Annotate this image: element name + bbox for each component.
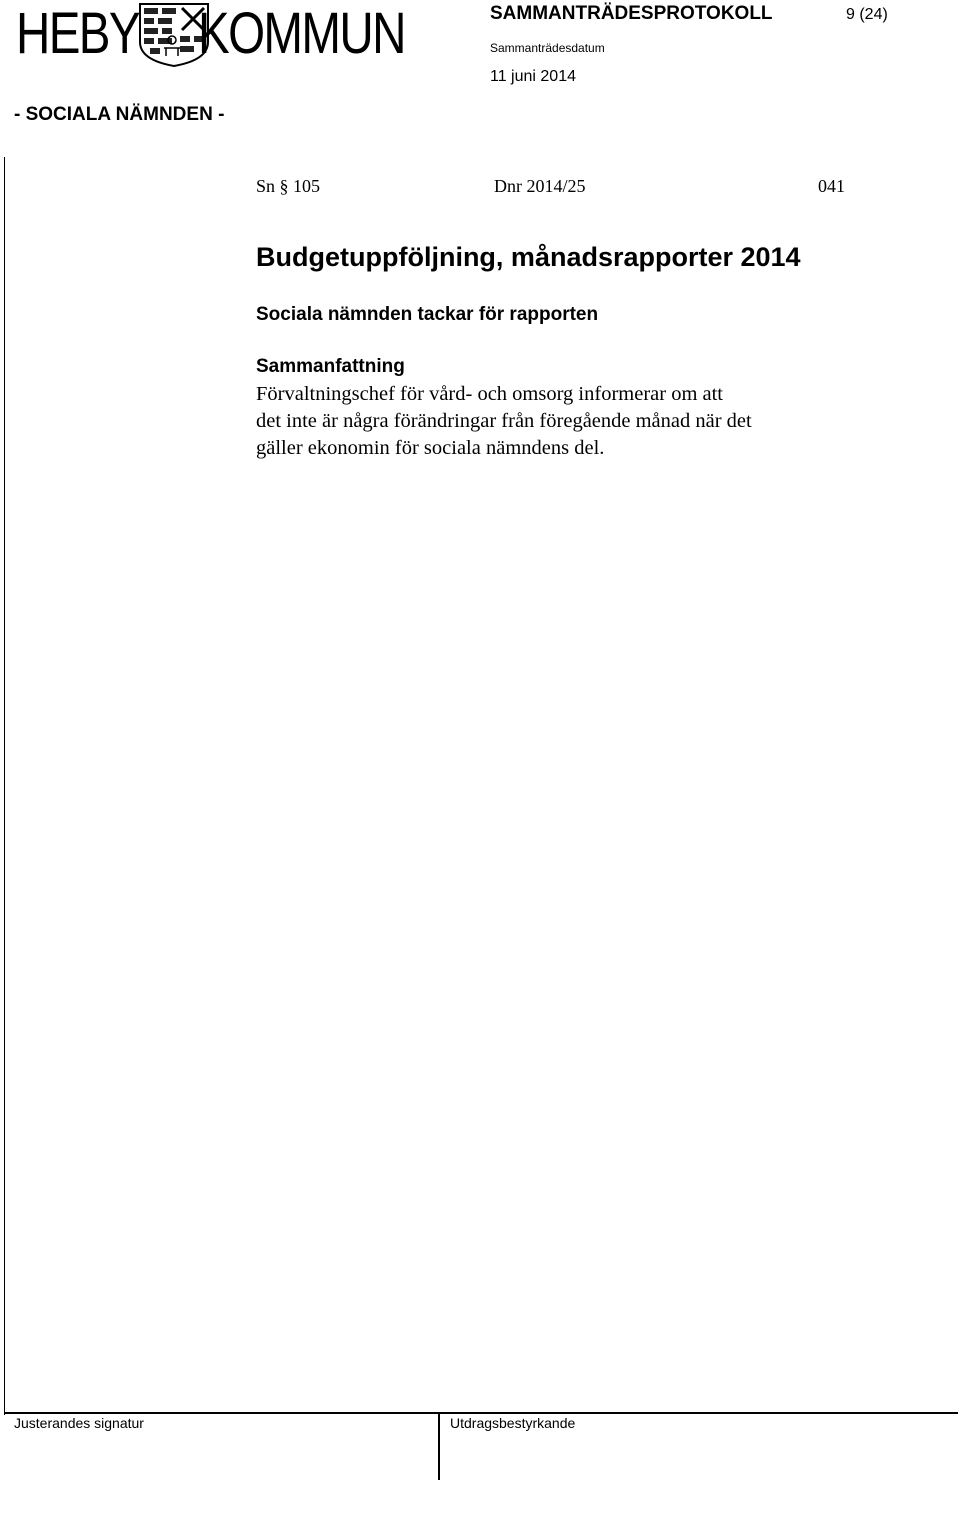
summary-line: gäller ekonomin för sociala nämndens del. (256, 437, 605, 459)
logo-heby-text: HEBY (16, 1, 139, 66)
department-title: - SOCIALA NÄMNDEN - (14, 104, 225, 125)
protocol-title: SAMMANTRÄDESPROTOKOLL (490, 3, 773, 24)
summary-line: det inte är några förändringar från föregående månad när det (256, 410, 752, 432)
decision-text: Sociala nämnden tackar för rapporten (256, 304, 599, 325)
summary-heading: Sammanfattning (256, 356, 405, 377)
archive-code: 041 (818, 176, 845, 196)
footer-column-divider (438, 1413, 440, 1480)
heby-kommun-logo (16, 1, 405, 66)
paragraph-number: Sn § 105 (256, 176, 321, 196)
meeting-date: 11 juni 2014 (490, 68, 576, 85)
footer-divider (4, 1412, 958, 1414)
page-number: 9 (24) (846, 6, 888, 23)
signature-label: Justerandes signatur (14, 1415, 144, 1431)
left-margin-rule (4, 157, 5, 1415)
diary-number: Dnr 2014/25 (494, 176, 586, 196)
case-heading: Budgetuppföljning, månadsrapporter 2014 (256, 242, 801, 272)
extract-certification-label: Utdragsbestyrkande (450, 1415, 576, 1431)
summary-body (256, 381, 896, 462)
meeting-date-label: Sammanträdesdatum (490, 41, 605, 55)
logo-kommun-text: KOMMUN (198, 1, 405, 66)
summary-line: Förvaltningschef för vård- och omsorg informerar om att (256, 383, 724, 405)
